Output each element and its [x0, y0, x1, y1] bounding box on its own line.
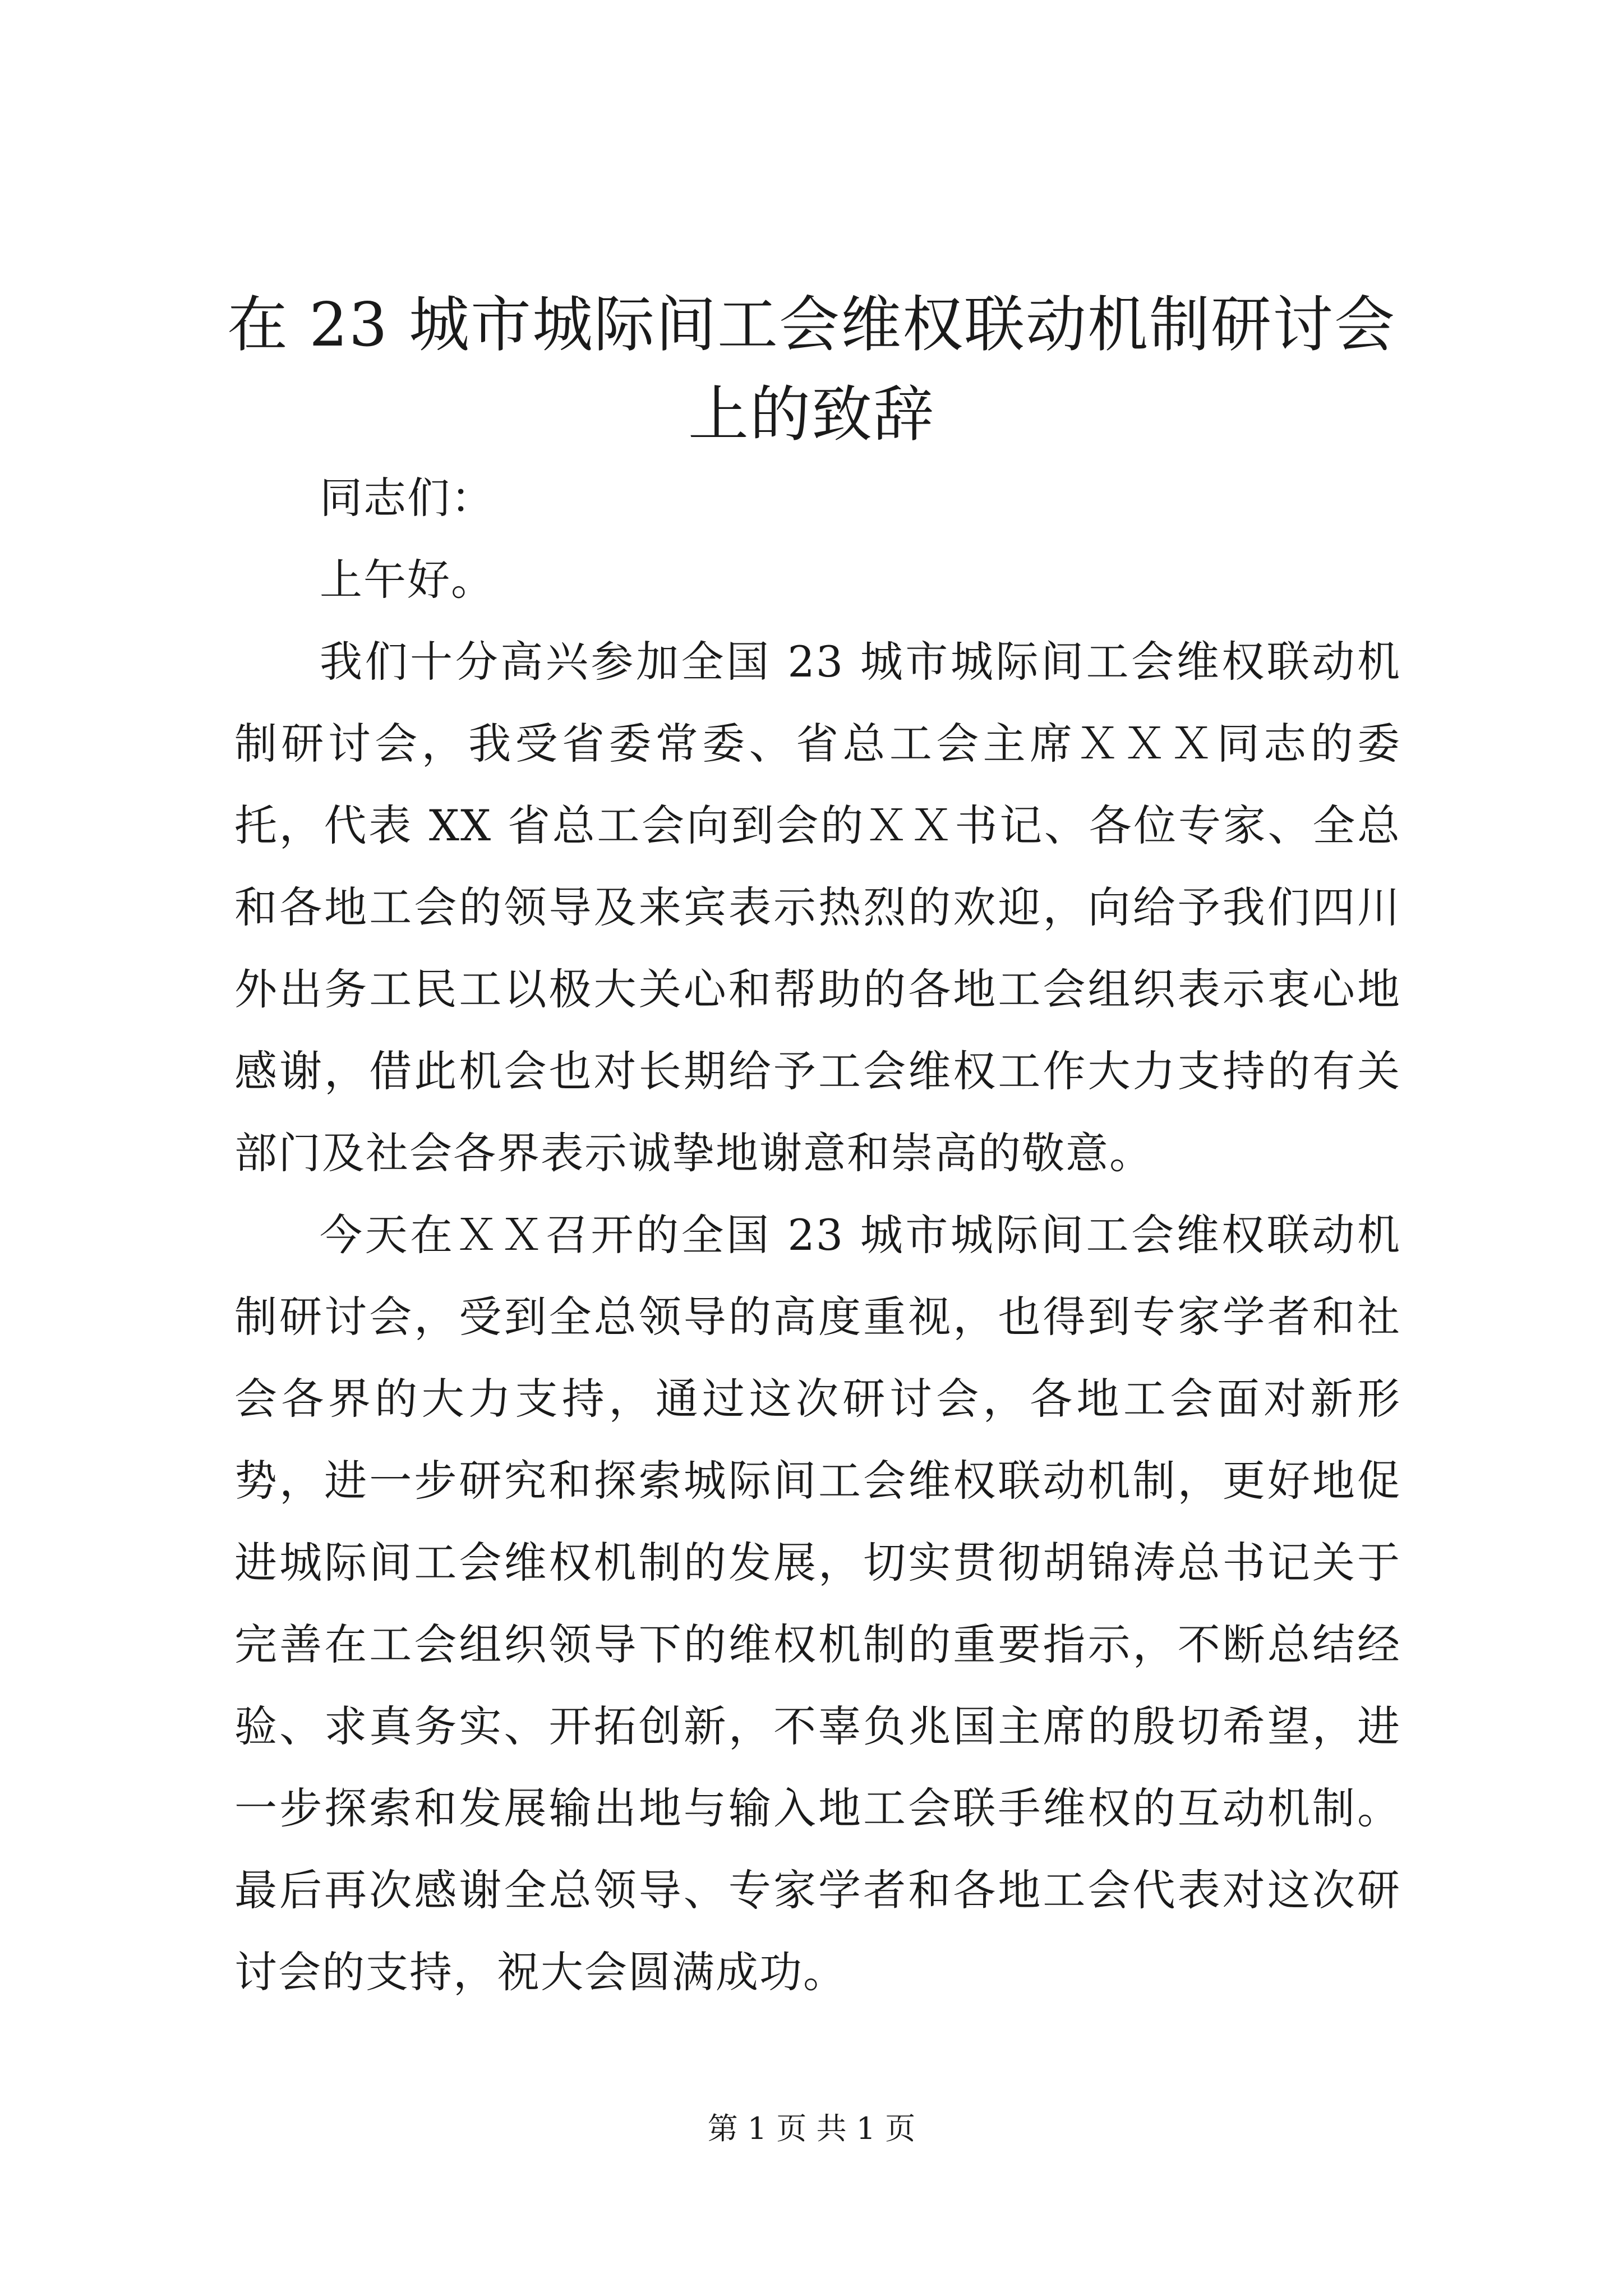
body-paragraph: 我们十分高兴参加全国 23 城市城际间工会维权联动机制研讨会，我受省委常委、省总工会主席ＸＸＸ同志的委托，代表 XX 省总工会向到会的ＸＸ书记、各位专家、全总和各地工会的领导及来宾表示热烈的欢迎，向给予我们四川外出务工民工以极大关心和帮助的各地工会组织表示衷心地感谢，借此机会也对长期给予工会维权工作大力支持的有关部门及社会各界表示诚挚地谢意和崇高的敬意。 — [234, 637, 1401, 1178]
salutation: 同志们： — [320, 473, 495, 523]
body-paragraph: 今天在ＸＸ召开的全国 23 城市城际间工会维权联动机制研讨会，受到全总领导的高度重视，也得到专家学者和社会各界的大力支持，通过这次研讨会，各地工会面对新形势，进一步研究和探索城际间工会维权联动机制，更好地促进城际间工会维权机制的发展，切实贯彻胡锦涛总书记关于完善在工会组织领导下的维权机制的重要指示，不断总结经验、求真务实、开拓创新，不辜负兆国主席的殷切希望，进一步探索和发展输出地与输入地工会联手维权的互动机制。最后再次感谢全总领导、专家学者和各地工会代表对这次研讨会的支持，祝大会圆满成功。 — [234, 1210, 1401, 1997]
document-body — [234, 457, 1401, 2013]
document-title: 在 23 城市城际间工会维权联动机制研讨会上的致辞 — [227, 290, 1396, 450]
greeting: 上午好。 — [320, 555, 495, 605]
page-footer: 第 1 页 共 1 页 — [707, 2111, 916, 2146]
